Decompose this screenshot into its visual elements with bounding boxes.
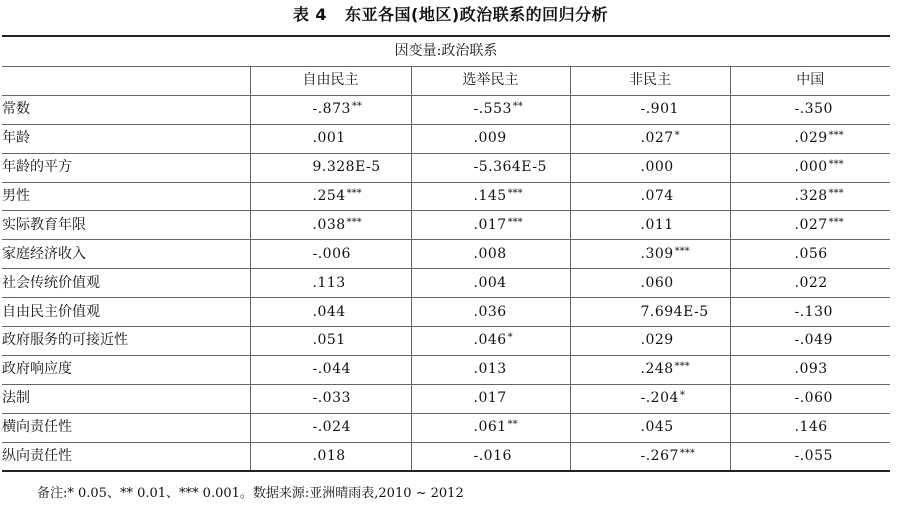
coefficient-value: -.044 xyxy=(312,361,351,378)
table-row xyxy=(2,327,890,356)
row-label: 纵向责任性 xyxy=(2,442,250,471)
significance-marker: *** xyxy=(828,130,844,142)
coefficient-cell xyxy=(730,182,890,211)
coefficient-cell xyxy=(250,413,411,442)
coefficient-cell xyxy=(570,413,730,442)
coefficient-cell xyxy=(411,384,570,413)
coefficient-value: .000 xyxy=(640,159,674,176)
table-row xyxy=(2,95,890,124)
table-row xyxy=(2,355,890,384)
table-row xyxy=(2,240,890,269)
coefficient-cell xyxy=(411,442,570,471)
coefficient-cell xyxy=(411,298,570,327)
coefficient-value: -.033 xyxy=(312,390,351,407)
table-caption: 东亚各国(地区)政治联系的回归分析 xyxy=(345,5,609,24)
coefficient-value: .018 xyxy=(312,448,346,465)
coefficient-value: .027 xyxy=(640,130,674,147)
coefficient-value: .093 xyxy=(794,361,828,378)
coefficient-value: .022 xyxy=(794,274,828,291)
coefficient-cell xyxy=(730,240,890,269)
coefficient-value: -.055 xyxy=(794,448,833,465)
coefficient-value: .248 xyxy=(640,361,674,378)
significance-marker: *** xyxy=(346,216,362,228)
coefficient-value: -.901 xyxy=(640,101,679,118)
coefficient-cell xyxy=(250,124,411,153)
table-row xyxy=(2,298,890,327)
coefficient-cell xyxy=(411,211,570,240)
coefficient-cell xyxy=(250,355,411,384)
coefficient-value: .000 xyxy=(794,159,828,176)
row-label: 男性 xyxy=(2,182,250,211)
coefficient-cell xyxy=(250,211,411,240)
significance-marker: ** xyxy=(512,101,523,113)
coefficient-cell xyxy=(570,298,730,327)
coefficient-value: .004 xyxy=(473,274,507,291)
coefficient-value: .029 xyxy=(640,332,674,349)
table-row xyxy=(2,211,890,240)
row-label: 实际教育年限 xyxy=(2,211,250,240)
coefficient-cell xyxy=(730,413,890,442)
coefficient-cell xyxy=(570,442,730,471)
significance-marker: *** xyxy=(507,188,523,199)
table-row xyxy=(2,153,890,182)
significance-marker: * xyxy=(507,332,513,344)
row-label: 年龄 xyxy=(2,124,250,153)
coefficient-value: .038 xyxy=(312,216,346,233)
column-header: 非民主 xyxy=(570,67,730,96)
coefficient-value: 7.694E-5 xyxy=(640,303,709,320)
significance-marker: ** xyxy=(351,101,362,113)
coefficient-cell xyxy=(730,211,890,240)
coefficient-cell xyxy=(730,95,890,124)
row-label: 政府服务的可接近性 xyxy=(2,327,250,356)
coefficient-value: .027 xyxy=(794,216,828,233)
significance-marker: * xyxy=(679,390,685,402)
table-number: 表 4 xyxy=(292,5,328,24)
coefficient-value: .051 xyxy=(312,332,346,349)
table-row xyxy=(2,182,890,211)
significance-marker: * xyxy=(674,130,680,142)
significance-marker: *** xyxy=(828,216,844,228)
dependent-variable-row xyxy=(2,36,890,67)
table-row xyxy=(2,269,890,298)
coefficient-cell xyxy=(730,298,890,327)
table-footnote: 备注:* 0.05、** 0.01、*** 0.001。数据来源:亚洲晴雨表,2010 ~ 2012 xyxy=(37,486,464,501)
coefficient-value: .008 xyxy=(473,245,507,262)
coefficient-cell xyxy=(250,182,411,211)
coefficient-value: -.060 xyxy=(794,390,833,407)
coefficient-cell xyxy=(411,269,570,298)
row-label: 年龄的平方 xyxy=(2,153,250,182)
coefficient-value: .056 xyxy=(794,245,828,262)
table-title xyxy=(0,4,901,26)
coefficient-value: .074 xyxy=(640,188,674,204)
dependent-variable-header: 因变量:政治联系 xyxy=(2,36,890,67)
column-header-row xyxy=(2,67,890,96)
coefficient-value: .036 xyxy=(473,303,507,320)
coefficient-cell xyxy=(411,182,570,211)
coefficient-cell xyxy=(411,413,570,442)
coefficient-cell xyxy=(570,269,730,298)
coefficient-cell xyxy=(411,124,570,153)
coefficient-cell xyxy=(250,269,411,298)
coefficient-value: .017 xyxy=(473,390,507,407)
column-header-blank xyxy=(2,67,250,96)
coefficient-value: .254 xyxy=(312,188,346,204)
coefficient-cell xyxy=(570,355,730,384)
coefficient-cell xyxy=(730,442,890,471)
significance-marker: ** xyxy=(507,419,518,431)
coefficient-cell xyxy=(250,153,411,182)
column-header: 中国 xyxy=(730,67,890,96)
coefficient-value: -.024 xyxy=(312,419,351,436)
coefficient-value: .146 xyxy=(794,419,828,436)
coefficient-value: .017 xyxy=(473,216,507,233)
significance-marker: *** xyxy=(674,245,690,257)
coefficient-cell xyxy=(411,327,570,356)
table-row xyxy=(2,442,890,471)
coefficient-cell xyxy=(730,153,890,182)
table-row xyxy=(2,384,890,413)
row-label: 社会传统价值观 xyxy=(2,269,250,298)
coefficient-cell xyxy=(730,384,890,413)
coefficient-cell xyxy=(411,240,570,269)
coefficient-cell xyxy=(570,124,730,153)
significance-marker: *** xyxy=(674,361,690,373)
coefficient-cell xyxy=(250,95,411,124)
coefficient-cell xyxy=(570,240,730,269)
coefficient-value: .061 xyxy=(473,419,507,436)
coefficient-cell xyxy=(570,153,730,182)
row-label: 政府响应度 xyxy=(2,355,250,384)
coefficient-cell xyxy=(250,327,411,356)
coefficient-value: .328 xyxy=(794,188,828,204)
coefficient-cell xyxy=(250,384,411,413)
row-label: 横向责任性 xyxy=(2,413,250,442)
coefficient-cell xyxy=(250,442,411,471)
coefficient-value: -.006 xyxy=(312,245,351,262)
coefficient-value: 9.328E-5 xyxy=(312,159,381,176)
significance-marker: *** xyxy=(828,188,844,199)
coefficient-cell xyxy=(570,327,730,356)
coefficient-value: -5.364E-5 xyxy=(473,159,547,176)
regression-table xyxy=(2,35,890,472)
row-label: 常数 xyxy=(2,95,250,124)
significance-marker: *** xyxy=(507,216,523,228)
row-label: 法制 xyxy=(2,384,250,413)
coefficient-cell xyxy=(411,355,570,384)
coefficient-cell xyxy=(570,182,730,211)
row-label: 家庭经济收入 xyxy=(2,240,250,269)
significance-marker: *** xyxy=(346,188,362,199)
coefficient-value: -.350 xyxy=(794,101,833,118)
coefficient-value: -.267 xyxy=(640,448,679,465)
coefficient-value: -.016 xyxy=(473,448,512,465)
coefficient-value: -.873 xyxy=(312,101,351,118)
coefficient-cell xyxy=(730,355,890,384)
coefficient-cell xyxy=(411,95,570,124)
coefficient-cell xyxy=(570,384,730,413)
coefficient-value: .045 xyxy=(640,419,674,436)
coefficient-value: -.049 xyxy=(794,332,833,349)
coefficient-value: -.553 xyxy=(473,101,512,118)
row-label: 自由民主价值观 xyxy=(2,298,250,327)
table-row xyxy=(2,124,890,153)
coefficient-value: .046 xyxy=(473,332,507,349)
coefficient-cell xyxy=(411,153,570,182)
coefficient-cell xyxy=(250,298,411,327)
significance-marker: *** xyxy=(679,448,695,460)
significance-marker: *** xyxy=(828,159,844,171)
coefficient-value: .309 xyxy=(640,245,674,262)
coefficient-value: .029 xyxy=(794,130,828,147)
coefficient-value: .060 xyxy=(640,274,674,291)
coefficient-value: .113 xyxy=(312,274,346,291)
table-row xyxy=(2,413,890,442)
coefficient-value: .145 xyxy=(473,188,507,204)
coefficient-cell xyxy=(570,95,730,124)
coefficient-cell xyxy=(730,269,890,298)
coefficient-cell xyxy=(730,124,890,153)
coefficient-value: .011 xyxy=(640,216,674,233)
coefficient-value: .013 xyxy=(473,361,507,378)
coefficient-value: -.204 xyxy=(640,390,679,407)
coefficient-value: .009 xyxy=(473,130,507,147)
coefficient-value: .001 xyxy=(312,130,346,147)
coefficient-cell xyxy=(250,240,411,269)
column-header: 自由民主 xyxy=(250,67,411,96)
coefficient-cell xyxy=(730,327,890,356)
coefficient-value: -.130 xyxy=(794,303,833,320)
column-header: 选举民主 xyxy=(411,67,570,96)
coefficient-value: .044 xyxy=(312,303,346,320)
coefficient-cell xyxy=(570,211,730,240)
